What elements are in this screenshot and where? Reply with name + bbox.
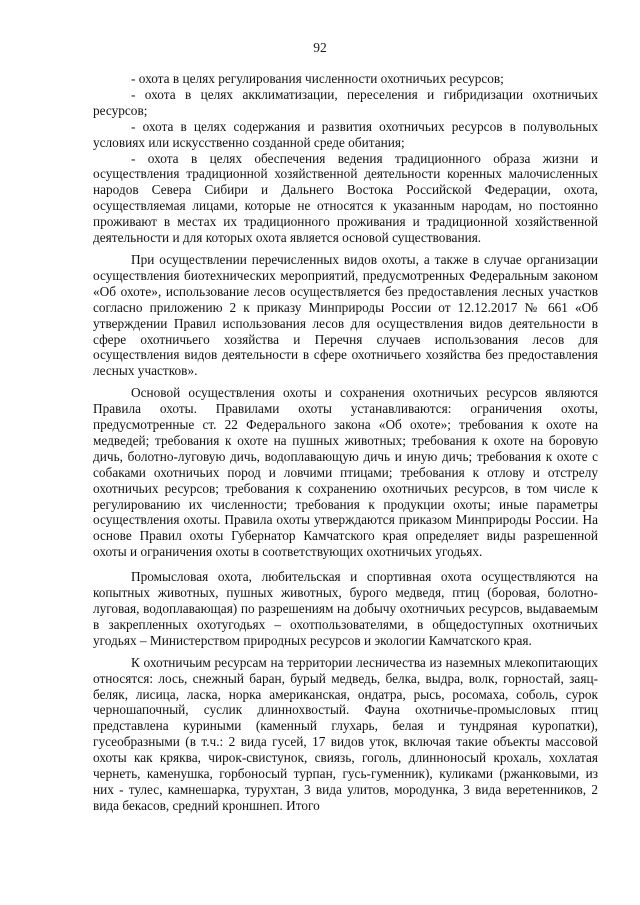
paragraph-hunting-rules: Основой осуществления охоты и сохранения охотничьих ресурсов являются Правила охоты. Правилами охоты устанавливаются: ограничения охоты, предусмотренные ст. 22 Федерального закона «Об охоте»; требования к охоте на медведей; требования к охоте на пушных животных; требования к охоте на боровую дичь, болотно-луговую дичь, водоплавающую дичь и иную дичь; требования к охоте с собаками охотничьих пород и ловчими птицами; требования к отлову и отстрелу охотничьих ресурсов; требования к сохранению охотничьих ресурсов, в том числе к регулированию их численности; требования к продукции охоты; иные параметры осуществления охоты. Правила охоты утверждаются приказом Минприроды России. На основе Правил охоты Губернатор Камчатского края определяет виды разрешенной охоты и ограничения охоты в соответствующих охотничьих угодьях.: [93, 385, 598, 560]
list-item-acclimatization: - охота в целях акклиматизации, переселения и гибридизации охотничьих ресурсов;: [93, 86, 598, 118]
paragraph-hunting-resources: К охотничьим ресурсам на территории лесничества из наземных млекопитающих относятся: лось, снежный баран, бурый медведь, белка, выдра, волк, горностай, заяц-беляк, лисица, ласка, норка американская, ондатра, рысь, росомаха, соболь, сурок черношапочный, суслик длиннохвостый. Фауна охотничье-промысловых птиц представлена куриными (каменный глухарь, белая и тундряная куропатки), гусеобразными (в т.ч.: 2 вида гусей, 17 видов уток, включая такие объекты массовой охоты как кряква, чирок-свистунок, свиязь, гоголь, длинноносый крохаль, хохлатая чернеть, каменушка, горбоносый турпан, гусь-гуменник), куликами (ржанковыми, из них - тулес, камнешарка, турухтан, 3 вида улитов, мородунка, 3 вида веретенников, 2 вида бекасов, средний кроншнеп. Итого: [93, 654, 598, 813]
list-item-semi-free-keeping: - охота в целях содержания и развития охотничьих ресурсов в полувольных условиях или искусственно созданной среде обитания;: [93, 118, 598, 150]
paragraph-forest-use: При осуществлении перечисленных видов охоты, а также в случае организации осуществления биотехнических мероприятий, предусмотренных Федеральным законом «Об охоте», использование лесов осуществляется без предоставления лесных участков согласно приложению 2 к приказу Минприроды России от 12.12.2017 № 661 «Об утверждении Правил использования лесов для осуществления видов деятельности в сфере охотничьего хозяйства и Перечня случаев использования лесов для осуществления видов деятельности в сфере охотничьего хозяйства без предоставления лесных участков».: [93, 251, 598, 379]
list-item-traditional-lifestyle: - охота в целях обеспечения ведения традиционного образа жизни и осуществления традиционной хозяйственной деятельности коренных малочисленных народов Севера Сибири и Дальнего Востока Российской Федерации, охота, осуществляемая лицами, которые не относятся к указанным народам, но постоянно проживают в местах их традиционного проживания и традиционной хозяйственной деятельности и для которых охота является основой существования.: [93, 150, 598, 246]
page-number: 92: [313, 40, 327, 55]
body-text: [93, 71, 598, 814]
paragraph-commercial-hunting: Промысловая охота, любительская и спортивная охота осуществляются на копытных животных, пушных животных, бурого медведя, птиц (боровая, болотно-луговая, водоплавающая) по разрешениям на добычу охотничьих ресурсов, выдаваемым в закрепленных охотугодьях – охотпользователями, в общедоступных охотничьих угодьях – Министерством природных ресурсов и экологии Камчатского края.: [93, 569, 598, 648]
list-item-regulation: - охота в целях регулирования численности охотничьих ресурсов;: [131, 71, 504, 86]
